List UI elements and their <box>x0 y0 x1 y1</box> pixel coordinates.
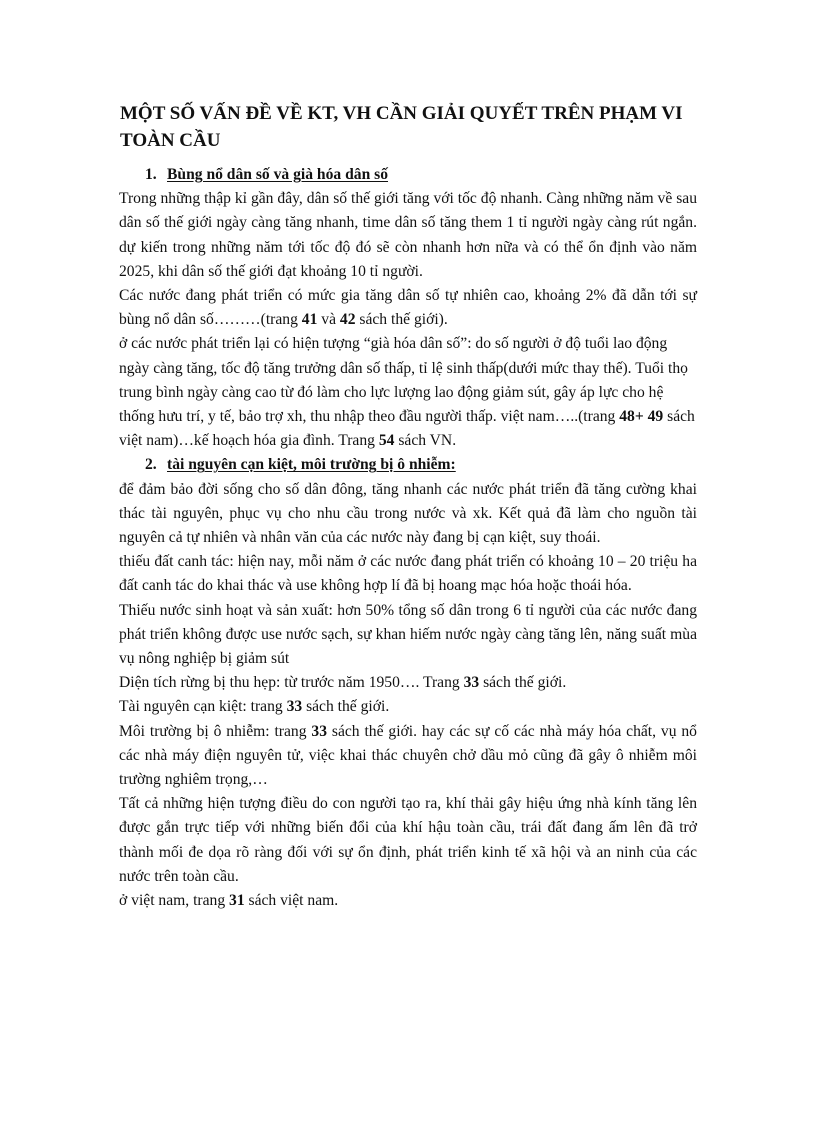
section-2-paragraph-7: Tất cả những hiện tượng điều do con người tạo ra, khí thải gây hiệu ứng nhà kính tăng lên được gắn trực tiếp với những biến đổi của khí hậu toàn cầu, trái đất đang ấm lên đã trở thành mối đe dọa rõ ràng đối với sự ổn định, phát triển kinh tế xã hội và an ninh của các nước trên toàn cầu. <box>119 795 697 885</box>
section-2-paragraph-5: Tài nguyên cạn kiệt: trang 33 sách thế giới. <box>119 698 390 716</box>
section-2-heading <box>119 453 697 477</box>
section-2-paragraph-6: Môi trường bị ô nhiễm: trang 33 sách thế giới. hay các sự cố các nhà máy hóa chất, vụ nổ các nhà máy điện nguyên tử, việc khai thác chuyên chở dầu mỏ cũng đã gây ô nhiễm môi trường nghiêm trọng,… <box>119 722 697 789</box>
page-ref: 42 <box>339 311 356 329</box>
section-1-number: 1. <box>145 166 157 183</box>
page-ref: 54 <box>378 432 395 450</box>
document-body <box>119 163 697 913</box>
page-ref: 33 <box>463 674 480 692</box>
section-2-paragraph-3: Thiếu nước sinh hoạt và sản xuất: hơn 50% tổng số dân trong 6 tỉ người của các nước đang phát triển không được use nước sạch, sự khan hiếm nước ngày càng tăng lên, năng suất mùa vụ nông nghiệp bị giảm sút <box>119 601 697 668</box>
section-2-paragraph-1: để đảm bảo đời sống cho số dân đông, tăng nhanh các nước phát triển đã tăng cường khai thác tài nguyên, phục vụ cho nhu cầu trong nước và xk. Kết quả đã làm cho nguồn tài nguyên cả tự nhiên và nhân văn của các nước này đang bị cạn kiệt, suy thoái. <box>119 480 697 547</box>
section-1-paragraph-1: Trong những thập kỉ gần đây, dân số thế giới tăng với tốc độ nhanh. Càng những năm về sau dân số thế giới ngày càng tăng nhanh, time dân số tăng them 1 tỉ người ngày càng rút ngắn. dự kiến trong những năm tới tốc độ đó sẽ còn nhanh hơn nữa và có thể ổn định vào năm 2025, khi dân số thế giới đạt khoảng 10 tỉ người. <box>119 190 697 280</box>
section-2-paragraph-4: Diện tích rừng bị thu hẹp: từ trước năm 1950…. Trang 33 sách thế giới. <box>119 674 567 692</box>
section-2-paragraph-8: ở việt nam, trang 31 sách việt nam. <box>119 892 339 910</box>
document-title: MỘT SỐ VẤN ĐỀ VỀ KT, VH CẦN GIẢI QUYẾT TRÊN PHẠM VI TOÀN CẦU <box>120 103 683 151</box>
section-1-paragraph-2: Các nước đang phát triển có mức gia tăng dân số tự nhiên cao, khoảng 2% đã dẫn tới sự bùng nổ dân số………(trang 41 và 42 sách thế giới). <box>119 287 697 329</box>
page-ref: 31 <box>229 892 245 910</box>
section-2-number: 2. <box>145 456 157 474</box>
section-2-paragraph-2: thiếu đất canh tác: hiện nay, mỗi năm ở các nước đang phát triển có khoảng 10 – 20 triệu ha đất canh tác do khai thác và use không hợp lí đã bị hoang mạc hóa hoặc thoái hóa. <box>119 553 697 595</box>
section-1-paragraph-3: ở các nước phát triển lại có hiện tượng “già hóa dân số”: do số người ở độ tuổi lao động ngày càng tăng, tốc độ tăng trưởng dân số thấp, tỉ lệ sinh thấp(dưới mức thay thế). Tuổi thọ trung bình ngày càng cao từ đó làm cho lực lượng lao động giảm sút, gây áp lực cho hệ thống hưu trí, y tế, bảo trợ xh, thu nhập theo đầu người thấp. việt nam…..(trang 48+ 49 sách việt nam)…kế hoạch hóa gia đình. Trang 54 sách VN. <box>119 335 695 450</box>
page-ref: 33 <box>286 698 303 716</box>
section-1-heading-text: Bùng nổ dân số và già hóa dân số <box>167 166 389 183</box>
section-2-heading-text: tài nguyên cạn kiệt, môi trường bị ô nhiễm: <box>167 456 456 474</box>
page-ref: 48+ 49 <box>619 408 664 426</box>
page-ref: 33 <box>311 722 327 740</box>
page-ref: 41 <box>301 311 318 329</box>
section-1-heading <box>119 163 697 187</box>
